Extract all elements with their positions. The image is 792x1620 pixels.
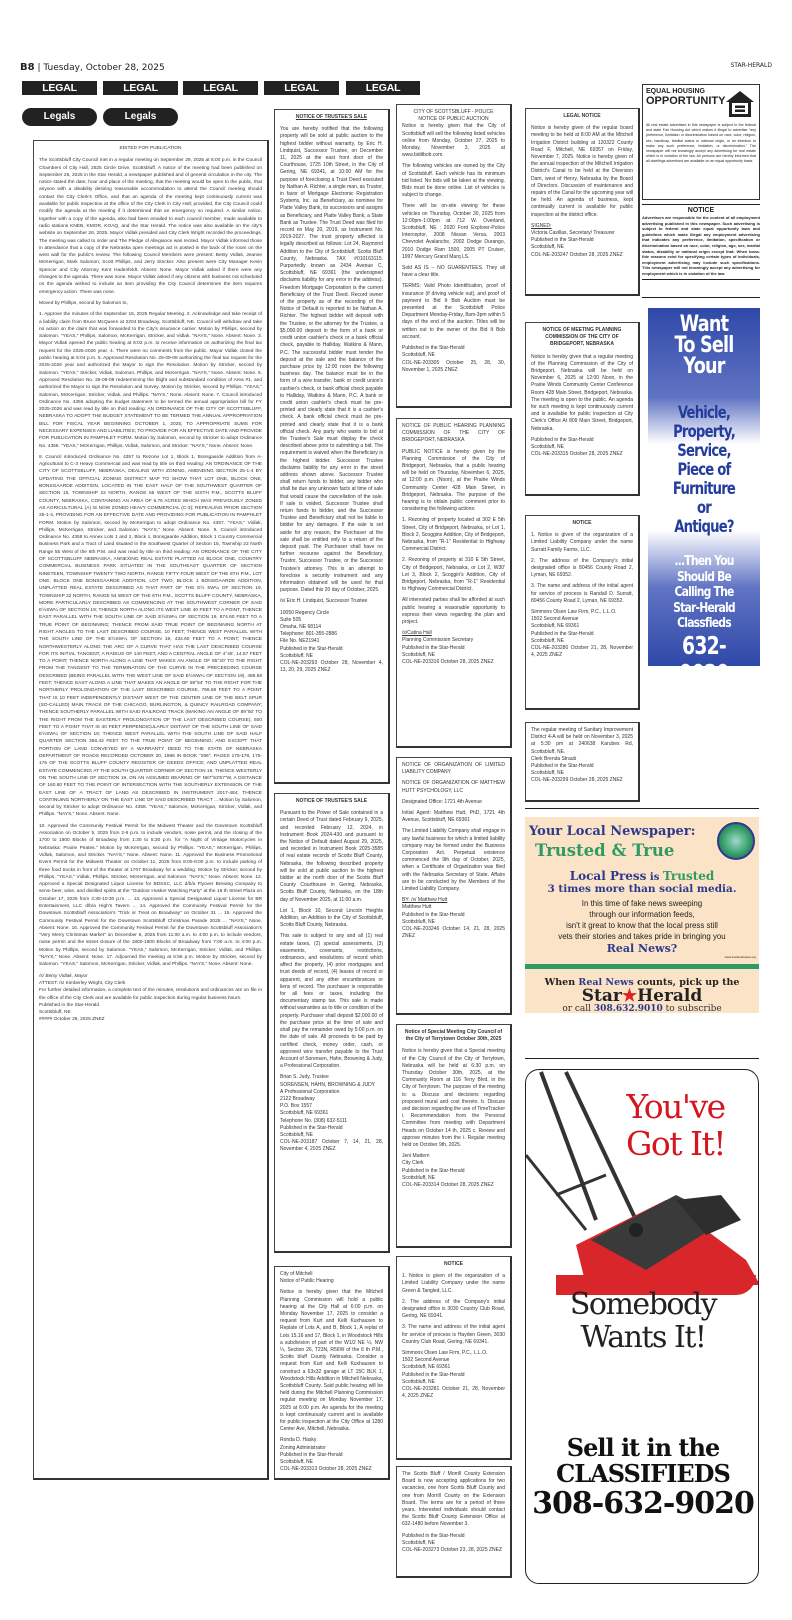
page-date: Tuesday, October 28, 2025 — [43, 63, 165, 73]
green-tangled-llc-notice: NOTICE 1. Notice is given of the organization of a Limited Liability Company under the name Green & Tangled, LLC. 2. The address of the Company's initial designated office is 3030 Country Club Road, Gering, NE 69341. 3. The name and address of the initial agent for service of process is Hayden Green, 3030 Country Club Road, Gering, NE 69341. Simmons Olsen Law Firm, P.C., L.L.O. 1502 Second Avenue Scottsbluff, NE 69361 Published in the Star-Herald Scottsbluff, NE COL-NE-203281 October 21, 28, November 4, 2025 ZNEZ — [396, 1256, 512, 1460]
somebody-wants-it-heading: Somebody Wants It! — [569, 1287, 717, 1355]
council-minutes-notice: EDITED FOR PUBLICATION The Scottsbluff City Council met in a regular meeting on September 29, 2025 at 6:00 p.m. in the Council Chambers of City Hall, 2525 Circle Drive, Scottsbluff. A notice of the meeting had been published on September 25, 2025 in the Star Herald, a newspaper published and of general circulation in the city. The notice stated the date, hour and place of the meeting, that the meeting would be open to the public, that anyone with a disability desiring reasonable accommodation to attend the Council meeting should contact the City Clerk's Office, and that an agenda of the meeting kept continuously current was available for public inspection at the office of the City Clerk in City Hall; provided, the City Council could modify the agenda at the meeting if it determined that an emergency so required. A similar notice, together with a copy of the agenda, also had been emailed to each council member, made available to radio stations KNEB, KMOR, KOAQ, and the Star Herald. The notice was also available on the city's website on September 26, 2025. Mayor Vidlak presided and City Clerk Wright recorded the proceedings. The meeting was called to order and The Pledge of Allegiance was recited. Mayor Vidlak informed those in attendance that a copy of the Nebraska open meetings act is posted in the back of the room on the west wall for the public's review. The following Council Members were present: Betsy Vidlak, Jeanne McKerrigan, Mark Salomon, Scott Phillips, and Jerry Stricker. Also present were City Manager Kevin Spencer and City Attorney Kent Hadenfeldt. Absent: None. Mayor Vidlak asked if there were any changes to the agenda. There was none. Mayor Vidlak asked if any citizens with business not scheduled on the agenda wished to include an item providing the City Council determines the item requires emergency action. There was none. Moved by Phillips, second by Salomon to, 1. Approve the minutes of the September 15, 2025 Regular Meeting. 2. Acknowledge and take receipt of a liability claim from Bruce McQueen at 2204 Broadway, Scottsbluff, NE. Council will withdraw and take no action on the claim that was forwarded to the City's insurance carrier. Motion by Phillips, second by Salomon. "YEAS," Phillips, Salomon, McKerrigan, Stricker, and Vidlak. "NAYS," None. Absent: None. 3. Mayor Vidlak opened the public hearing at 6:02 p.m. to receive information on authorizing the final tax request for the 2025-2026 year. 4. There were no comments from the public. Mayor Vidlak closed the public hearing at 6:04 p.m. 5. Approved Resolution No. 25-09-08 authorizing the final tax request for the 2025-2026 year and authorized the Mayor to sign the Resolution. Motion by Stricker, second by Salomon. "YEAS," Stricker, Vidlak, Salomon, Phillips, and McKerrigan. "NAYS," None. Absent: None. 6. Approved Resolution No. 25-09-09 redetermining the blight and substandard condition of Area #1, and authorized the Mayor to sign the Resolution and Survey. Motion by Stricker, second by Phillips. "YEAS," Salomon, McKerrigan, Stricker, Vidlak, and Phillips. "NAYS," None. Absent: None. 7. Council introduced Ordinance No. 4356 adopting the budget statement to be termed the annual appropriation bill for FY 2025-2026 and was read by title on third reading: AN ORDINANCE OF THE CITY OF SCOTTSBLUFF, NEBRASKA TO ADOPT THE BUDGET STATEMENT TO BE TERMED THE ANNUAL APPROPRIATION BILL FOR FISCAL YEAR BEGINNING OCTOBER 1, 2025; TO APPROPRIATE SUMS FOR NECESSARY EXPENSES AND LIABILITIES; TO PROVIDE FOR AN EFFECTIVE DATE AND PROVIDE FOR PUBLICATION IN PAMPHLET FORM. Motion by Salomon, second by Stricker to adopt Ordinance No. 4356. "YEAS," McKerrigan, Phillips, Vidlak, Salomon, and Stricker. "NAYS," None. Absent: None. 8. Council introduced Ordinance No. 4357 to Rezone Lot 1, Block 1, Bonsgaarde Addition from A-Agricultural to C-3 Heavy Commercial and was read by title on third reading: AN ORDINANCE OF THE CITY OF SCOTTSBLUFF, NEBRASKA, DEALING WITH ZONING, AMENDING SECTION 25-1-4 BY UPDATING THE OFFICIAL ZONING DISTRICT MAP TO SHOW THAT LOT ONE, BLOCK ONE, BONSGAARDE ADDITION, LOCATED IN THE EAST HALF OF THE SOUTHWEST QUARTER OF SECTION 15, TOWNSHIP 22 NORTH, RANGE 55 WEST OF THE SIXTH P.M., SCOTTS BLUFF COUNTY, NEBRASKA, CONTAINING AN AREA OF 6.76 ACRES WHICH WAS PREVIOUSLY ZONED AS AGRICULTURAL (A) IS NOW ZONED HEAVY COMMERCIAL (C-3); REPEALING PRIOR SECTION 25-1-4, PROVIDING FOR AN EFFECTIVE DATE AND PROVIDING FOR PUBLICATION IN PAMPHLET FORM. Motion by Salomon, second by McKerrigan to adopt Ordinance No. 4357. "YEAS," Vidlak, Phillips, McKerrigan, Stricker, and Salomon. "NAYS," None. Absent: None. 9. Council introduced Ordinance No. 4358 to Annex Lots 1 and 2, Block 1, Bonsgaarde Addition, Block 1 Country Commercial Business Park and a Tract of Land situated in the Southwest Quarter of Section 15, Township 22 North Range 55 West of the 6th P.M. and was read by title on third reading: AN ORDINANCE OF THE CITY OF SCOTTSBLUFF NEBRASKA, ANNEXING REAL ESTATE PLATTED AS BLOCK ONE, COUNTRY COMMERCIAL BUSINESS PARK SITUATED IN THE SOUTHEAST QUARTER OF SECTION NINETEEN, TOWNSHIP TWENTY TWO NORTH, RANGE FIFTY FOUR WEST OF THE 6TH P.M., LOT ONE, BLOCK ONE BONSGAARDE ADDITION, LOT TWO, BLOCK 1 BONSGAARDE ADDITION, UNPLATTED REAL ESTATE DESCRIBED AS THAT PART OF THE E½ SW¼ OF SECTION 19, TOWNSHIP 22 NORTH, RANGE 54 WEST OF THE 6TH P.M., SCOTTS BLUFF COUNTY, NEBRASKA, MORE PARTICULARLY DESCRIBED AS COMMENCING AT THE SOUTHWEST CORNER OF SAID E½SW¼ OF SECTION 19; THENCE NORTH ALONG ITS WEST LINE 40 FEET TO A POINT, THENCE EAST PARALLEL WITH THE SOUTH LINE OF SAID E½SW¼ OF SECTION 19, 874.60 FEET TO A TRUE POINT OF BEGINNING; THENCE FROM SAID TRUE POINT OF BEGINNING NORTH AT RIGHT ANGLES TO THE LAST DESCRIBED COURSE, 10 FEET; THENCE WEST PARALLEL WITH THE SOUTH LINE OF THE E½SW¼ OF SECTION 19, 434.60 FEET TO A POINT; THENCE NORTHWESTERLY ALONG THE ARC OF A CURVE THAT HAS THE LAST DESCRIBED COURSE FOR ITS INITIAL TANGENT, A RADIUS OF 140 FEET, AND A CENTRAL ANGLE OF 4°46', 14.57 FEET TO A POINT; THENCE NORTH ALONG A LINE THAT MAKES AN ANGLE OF 85°20' TO THE RIGHT FROM THE TANGENT TO THE TERMINATION OF THE CURVE IN THE PRECEEDING COURSE DESCRIBED (BEING PARALLEL WITH THE WEST LINE OF SAID E½SW¼ OF SECTION 19), 489.58 FEET; THENCE EAST ALONG A LINE THAT MAKES AN ANGLE OF 89°54' TO THE RIGHT FOR THE NORTHERLY PROLONGATION OF THE LAST DESCRIBED COURSE, 796.58 FEET TO A POINT THAT IS 10 FEET INDEPENDENTLY DISTANT WEST OF THE CENTER LINE OF THE BELT SPUR (SO-CALLED) MAIN TRACK OF THE CHICAGO, BURLINGTON, & QUINCY RAILROAD COMPANY; THENCE SOUTHERLY PARALLEL WITH SAID RAILROAD TRACK (MAKING AN ANGLE OF 89°50' TO THE RIGHT FROM THE EASTERLY PROLONGATION OF THE LAST DESCRIBED COURSE), 500 FEET TO A POINT THAT IS 40 FEET PERPENDICULARLY DISTANT OF THE SOUTH LINE OF SAID E½SW¼ OF SECTION 19; THENCE WEST PARALLEL WITH THE SOUTH LINE OF SAID HALF QUARTER SECTION 358.43 FEET TO THE TRUE POINT OF BEGINNING; AND EXCEPT THAT PORTION OF LAND CONVEYED BY A WARRANTY DEED TO THE STATE OF NEBRASKA DEPARTMENT OF ROADS RECORDED OCTOBER 20, 1986 IN BOOK "296", PAGES 175-178, 175-176 OF THE SCOTTS BLUFF COUNTY REGISTER OF DEEDS OFFICE; AND UNPLATTED REAL ESTATE COMMENCING AT THE SOUTH QUARTER CORNER OF SECTION 19, THENCE WESTERLY ON THE SOUTH LINE OF SECTION 19, ON AN ASSUMED BEARING OF N87°53'57"W, A DISTANCE OF 160.80 FEET TO THE POINT OF INTERSECTION WITH THE SOUTHERLY EXTENSION OF THE EAST LINE OF A TRACT OF LAND AS DESCRIBED IN INSTRUMENT 2017-484; THENCE CONTINUING NORTHERLY ON THE EAST LINE OF SAID DESCRIBED TRACT ... Motion by Salomon, second by Stricker to adopt Ordinance No. 4358. "YEAS," Salomon, McKerrigan, Stricker, Vidlak, and Phillips. "NAYS," None. Absent: None. 10. Approved the Community Festival Permit for the Midwest Theater and the Downtown Scottsbluff Association on October 5, 2025 from 2-6 p.m. to include vendors, noise permit, and the closing of the 1700 to 1800 Blocks of Broadway from 1:30 to 5:30 p.m. for "A Night of Vintage Motorcycles in Nebraska: Prairie Pirates." Motion by McKerrigan, second by Phillips. "YEAS," McKerrigan, Phillips, Vidlak, Salomon, and Stricker. "NAYS," None. Absent: None. 11. Approved the Business Promotional Event Permit for the Midwest Theater on October 11, 2025 from 8:00-8:00 p.m. to include parking of three food trucks in front of the theater at 1707 Broadway for a wedding. Motion by Stricker, second by Phillips. "YEAS," Vidlak, Phillips, Stricker, McKerrigan, and Salomon. "NAYS," None. Absent: None. 12. Approved a Special Designated Liquor License for BDSSC, LLC d/b/a Flyover Brewing Company to serve beer, wine, and distilled spirits at the "Outdoor Husker Watching Party" at the 18 th Street Plaza on October 17, 2025 from 4:30-10:30 p.m. ... 13. Approved a Special Designated Liquor License for BR Entertainment, LLC d/b/a High's Tavern ... 14. Approved the Community Festival Permit for the Downtown Scottsbluff Association's "Trick or Treat on Broadway" on October 31 ... 15. Approved the Community Festival Permit for the Downtown Scottsbluff Christmas Parade 2025 ... "NAYS," None. Absent: None. 16. Approved the Community Festival Permit for the Downtown Scottsbluff Association's "Very Merry Christmas Market" on December 6, 2025 from 11:00 a.m. to 4:00 p.m. to include vendors, noise permit and the street closure of the 1800-1900 Blocks of Broadway from 7:00 a.m. to 4:00 p.m. Motion by Phillips, second by Salomon. "YEAS," Salomon, McKerrigan, Stricker, Vidlak, and Phillips. "NAYS," None. Absent: None. 17. Adjourned the meeting at 6:56 p.m. Motion by Stricker, second by Salomon. "YEAS," Salomon, McKerrigan, Stricker, Vidlak, and Phillips. "NAYS," None. Absent: None. /s/ Betsy Vidlak, Mayor ATTEST: /s/ Kimberley Wright, City Clerk For further detailed information, a complete text of the minutes, resolutions and ordinances are on file in the office of the City Clerk and are available for public inspection during regular business hours. Published in the Star-Herald Scottsbluff, NE ##### October 28, 2025 ZNEZ — [33, 140, 269, 1480]
hutt-llc-notice: NOTICE OF ORGANIZATION OF LIMITED LIABILITY COMPANY NOTICE OF ORGANIZATION OF MATTHEW HUTT PSYCHOLOGY, LLC Designated Office: 1721 4th Avenue Initial Agent: Matthew Hutt, PhD, 1721 4th Avenue, Scottsbluff, NE 69361 The Limited Liability Company shall engage in any lawful business for which a limited liability company may be formed under the Business Corporation Act. Perpetual existence commenced the 9th day of October, 2025, when a Certificate of Organization was filed with the Nebraska Secretary of State. Affairs are to be conducted by the Members of the Limited Liability Company. BY: /s/ Matthew Hutt Matthew Hutt Published in the Star-Herald Scottsbluff, NE COL-NE-203246 October 14, 21, 28, 2025 ZNEZ — [396, 757, 512, 1015]
mitchell-hearing-notice: City of Mitchell Notice of Public Hearing Notice is hereby given that the Mitchell Planning Commission will hold a public hearing at the City Hall at 6:00 p.m. on Monday November 17, 2025 to consider a request from Kurt and Kelli Kuxhausen to Replate of Lots A, and B, Block 1, A replat of Lots 15,16 and 17, Block 1, in Woodstock Hills a subdivision of part of the W1/2 NE ¼, NW ¼, Section 26, T23N, R56W of the 6 th P.M., Scotts bluff County Nebraska. Consider a request from Kurt and Kelli Kuxhausen to construct a 63x32 garage at LT 15C BLK 1, Woodstock Hills Addition in Mitchell Nebraska, Scottsbluff County. Said public hearing will be held during the Mitchell Planning Commission regular meeting on Monday November 17, 2025 at 6:00 p.m. An agenda for the meeting is kept continuously current and is available for public inspection at the City Office at 1280 Center Ave, Mitchell, Nebraska. Ronda D. Hasky Zoning Administrator Published in the Star-Herald Scottsbluff, NE COL-NE-203313 October 28, 2025 ZNEZ — [274, 1266, 390, 1480]
irrigation-legal-notice: LEGAL NOTICE Notice is hereby given of the regular board meeting to be held at 8:00 AM at the Mitchell Irrigation District building at 120322 County Road F, Mitchell, NE 69357 on Friday, November 7, 2025. Notice is hereby given of the annual inspection of the Mitchell Irrigation District's Canal to be held at the Diversion Dam, west of Henry, Nebraska by the Board of Directors. Discussion of maintenance and repairs of the Canal for the upcoming year will be held. An agenda of business, kept continually current is available for public inspection at the district office. SIGNED: Victoria Casillas, Secretary/ Treasurer Published in the Star-Herald Scottsbluff, NE COL-NE-203247 October 28, 2025 ZNEZ — [525, 108, 640, 296]
bridgeport-meeting-notice: NOTICE OF MEETING PLANNING COMMISSION OF THE CITY OF BRIDGEPORT, NEBRASKA Notice is hereby given that a regular meeting of the Planning Commission of the City of Bridgeport, Nebraska will be held on November 6, 2025 at 12:00 Noon, in the Prairie Winds Community Center Conference Room 428 Main Street, Bridgeport, Nebraska. The meeting is open to the public. An agenda for such meeting is kept continuously current and is available for public inspection at City Clerk's Office At 809 Main Street, Bridgeport, Nebraska. Published in the Star-Herald Scottsbluff, NE COL-NE-203315 October 28, 2025 ZNEZ — [525, 322, 640, 496]
trustee-sale-notice-2: NOTICE OF TRUSTEE'S SALE Pursuant to the Power of Sale contained in a certain Deed of Trust dated February 9, 2025, and recorded February 12, 2024, in Instrument Book 2024-430 and pursuant to the Notice of Default dated August 29, 2025, and recorded in Instrument Book 2025-3585 of real estate records of Scotts Bluff County, Nebraska, the following described property will be sold at public auction to the highest bidder at the north door of the Scotts Bluff County Courthouse in Gering, Nebraska, Scotts Bluff County, Nebraska, on the 18th day of November 2025, at 11:00 a.m. Lot 1, Block 10, Second Lincoln Heights Addition, an Addition to the City of Scottsbluff, Scotts Bluff County, Nebraska. This sale is subject to any and all (1) real estate taxes, (2) special assessments, (3) easements, covenants, restrictions, ordinances, and resolutions of record which affect the property, (4) prior mortgages and trust deeds of record, (4) leases of record or apparent, and any other encumbrances or liens of record. The purchaser is responsible for all fees or taxes, including the documentary stamp tax. This sale is made without warranties as to title or condition of the property. Purchaser shall deposit $2,000.00 of the purchase price at the time of sale and shall pay the remainder owed by 5:00 p.m. on the date of sale. All proceeds to be paid by certified check, money order, cash, or approved wire transfer payable to the Trust Account of Sorensen, Hahn, Browning & Judy, a Professional Corporation. Brian S. Judy, Trustee SORENSEN, HAHN, BROWNING & JUDY A Professional Corporation 2122 Broadway P.O. Box 1557 Scottsbluff, NE 69361 Telephone No. (308) 632-5111 Published in the Star-Herald Scottsbluff, NE COL-NE-203187 October 7, 14, 21, 28, November 4, 2025 ZNEZ — [274, 793, 390, 1253]
sanitary-district-notice: The regular meeting of Sanitary Improvement District 4-A will be held on November 3, 2025 at 5:30 pm at 240638 Karubes Rd, Scottsbluff, NE. Clerk Brenda Straub Published in the Star-Herald Scottsbluff, NE COL-NE-203299 October 28, 2025 ZNEZ — [525, 722, 640, 802]
notice-title: EDITED FOR PUBLICATION — [119, 146, 182, 151]
surratt-llc-notice: NOTICE 1. Notice is given of the organization of a Limited Liability Company under the name Surratt Family Farms, LLC. 2. The address of the Company's initial designated office is 80456 County Road 2, Lyman, NE 69352. 3. The name and address of the initial agent for service of process is Randall D. Surratt, 80456 County Road 2, Lyman, NE 69352. Simmons Olsen Law Firm, P.C., L.L.O. 1502 Second Avenue Scottsbluff, NE 69361 Published in the Star-Herald Scottsbluff, NE COL-NE-203280 October 21, 28, November 4, 2025 ZNEZ — [525, 515, 640, 710]
classifieds-ad[interactable] — [525, 1069, 759, 1584]
section-banner: LEGAL NOTICES — [22, 81, 97, 95]
notice-title: LEGAL NOTICE — [563, 113, 601, 119]
section-banner: LEGAL NOTICES — [264, 81, 339, 95]
trustee-sale-notice: NOTICE OF TRUSTEE'S SALE You are hereby notified that the following property will be sold at public auction to the highest bidder without warranty, by Eric H. Lindquist, Successor Trustee, on December 11, 2025 at the east front door of the Courthouse, 1725 10th Street, in the City of Gering, NE 69341, at 10:00 AM for the purpose of foreclosing a Trust Deed executed by Nathan A. Richter, a single man, as Trustor, in favor of Mortgage Electronic Registration Systems, Inc. as Beneficiary, as nominee for Platte Valley Bank, its successors and assigns as Beneficiary, and Platte Valley Bank, a State Bank as Trustee. The Trust Deed was filed for record on May 20, 2019, as Instrument No. 2019-2027. The trust property affected is legally described as follows: Lot 24, Raymond Addition to the City of Scottsbluff, Scotts Bluff County, Nebraska. TAX #010163115. Purportedly known as 2434 Avenue C, Scottsbluff, NE 69361 (the undersigned disclaims liability for any error in the address). Freedom Mortgage Corporation is the current Beneficiary of the Trust Deed. Record owner of the property as of the recording of the Notice of Default is reported to be Nathan A. Richter. The highest bidder will deposit with the Trustee, or the attorney for the Trustee, a $5,000.00 deposit in the form of a bank or credit union cashier's check or a bank official check, payable to Halliday, Watkins & Mann, P.C. The successful bidder must tender the deposit at the sale and the balance of the purchase price by 12:00 noon the following business day. The balance must be in the form of a wire transfer, bank or credit union's cashier's check, or bank official check payable to Halliday, Watkins & Mann, P.C. A bank or credit union cashier's check must be pre-printed and clearly state that it is a cashier's check. A bank official check must be pre-printed and clearly state that it is a bank official check. Any party who wants to bid at the Trustee's Sale must display the check described above prior to submitting a bid. The requirement is waived when the Beneficiary is the highest bidder. Successor Trustee disclaims liability for any error in the street address shown above. Successor Trustee shall return funds to bidder, any bidder who shall be due any unknown facts at time of sale that would cause the cancellation of the sale. If sale is voided, Successor Trustee shall return funds to bidder, and the Successor Trustee and Beneficiary shall not be liable to bidder for any damages. If the sale is set aside for any reason, the Purchaser at the sale shall be entitled only to a return of the deposit paid. The Purchaser shall have no further recourse against the Beneficiary, Trustor, Successor Trustee, or the Successor Trustee's attorney. This is an attempt to foreclose a security instrument and any information obtained will be used for that purpose. Dated this 20 day of October, 2025. /s/ Eric H. Lindquist, Successor Trustee 10050 Regency Circle Suite 505 Omaha, NE 68114 Telephone: 801-355-2886 File No. NE21941 Published in the Star-Herald Scottsbluff, NE COL-NE-203293 October 28, November 4, 13, 20, 29, 2025 ZNEZ — [274, 109, 390, 784]
green-bar — [525, 964, 759, 969]
equal-housing-icon — [725, 89, 755, 119]
notice-title: NOTICE — [444, 1261, 463, 1267]
page-header: B8 | Tuesday, October 28, 2025 STAR-HERALD — [20, 62, 772, 73]
divider — [525, 1058, 759, 1059]
sell-it-heading: Sell it in the CLASSIFIEDS 308-632-9020 — [532, 1433, 754, 1521]
page-number: B8 — [20, 62, 35, 73]
notice-title: NOTICE OF MEETING PLANNING COMMISSION OF THE CITY OF BRIDGEPORT, NEBRASKA — [542, 327, 622, 348]
notice-title: NOTICE OF TRUSTEE'S SALE — [295, 798, 368, 804]
star-herald-logo: Star★Herald — [581, 986, 703, 1006]
section-banner: LEGAL NOTICES — [183, 81, 258, 95]
employment-notice: NOTICE Advertisers are responsible for the content of all employment advertising published in this newspaper. Such advertising is subject to federal and state equal opportunity laws and guidelines which make illegal any employment advertising that indicates any preference, limitation, specification or discrimination based on race, color, religion, age, sex, marital status, disability or national origin except that: When bona-fide reasons exist for specifying certain types of individuals, employment advertising may include such specifications. This newspaper will not knowingly accept any advertising for employment which is in violation of the law. — [642, 204, 760, 280]
sell-classifieds-ad[interactable]: Want To Sell Your Vehicle, Property, Service, Piece of Furniture or Antique? ...Then You Should Be Calling The Star-Herald Classfieds 632-9020 — [648, 308, 760, 666]
notice-title: NOTICE OF TRUSTEE'S SALE — [295, 114, 368, 120]
legals-pill: Legals — [103, 108, 178, 126]
notice-title: Notice of Special Meeting City Council of the City of Terrytown October 30th, 2025 — [404, 1029, 503, 1043]
classifieds-phone: 632-9020 — [679, 630, 729, 688]
terrytown-meeting-notice: Notice of Special Meeting City Council of the City of Terrytown October 30th, 2025 Notice is hereby given that a Special meeting of the City Council of the City of Terrytown, Nebraska will be held at 6:30 p.m. on Thursday October 30th, 2025, at the Community Room at 116 Terry Blvd, in the City of Terrytown. The purpose of the meeting is: a. Discuss and decisions regarding proposed mural and cost thereto. b. Discuss and decision regarding the use of TimeTracker i. Recommendation from the Personal Committee from meeting with Department Heads on October 14 th, 2025 c. Review and approve minutes from the i. Regular meeting held on October 9th, 2025. Jeni Mattern City Clerk Published in the Star-Herald Scottsbluff, NE COL-NE-203314 October 28, 2025 ZNEZ — [396, 1024, 512, 1248]
youve-got-it-heading: You've Got It! — [626, 1087, 726, 1163]
handshake-logo-icon — [717, 822, 755, 860]
extension-board-notice: The Scotts Bluff / Morrill County Extension Board is now accepting applications for two vacancies, one from Scotts Bluff County and one from Morrill County on the Extension Board. The terms are for a period of three years. Interested individuals should contact the Scotts Bluff County Extension Office at 632-1480 before November 3. Published in the Star-Herald Scottsbluff, NE COL-NE-203273 October 23, 28, 2025 ZNEZ — [396, 1466, 512, 1578]
equal-housing-box: EQUAL HOUSING OPPORTUNITY All real estate advertised in this newspaper is subject to the federal and state Fair Housing Act which makes it illegal to advertise "any preference, limitation or discrimination based on race, color, religion, sex, handicap, familial status or national origin, or an intention to make any such preference, limitation, or discrimination." The newspaper will not knowingly accept any advertising for real estate which is in violation of the law. All persons are hereby informed that all dwellings advertised are available on an equal opportunity basis. — [642, 84, 760, 200]
legals-pill: Legals — [22, 108, 97, 126]
notice-title: NOTICE — [572, 520, 592, 526]
trusted-newspaper-ad[interactable]: Your Local Newspaper: Trusted & True Local Press is Trusted 3 times more than social media. In this time of fake news sweeping through our information feeds, isn't it great to know that the local press still vets their stories and takes pride in bringing you Real News? www.trustlocalnews.org When Real News counts, pick up the Star★Herald or call 308.632.9010 to subscribe — [525, 817, 759, 1013]
police-auction-notice: CITY OF SCOTTSBLUFF - POLICE NOTICE OF PUBLIC AUCTION Notice is hereby given that the City of Scottsbluff will sell the following listed vehicles online from Monday, October 27, 2025 to Monday, November 3, 2025 at www.biditbob.com. The following vehicles are owned by the City of Scottsbluff. Each vehicle has its minimum bid listed. No bids will be taken at the viewing. Bids must be done online. List of vehicles is subject to change. There will be on-site viewing for these vehicles on Thursday, October 30, 2025 from 12:00pm-1:00pm at 712 W. Overland, Scottsbluff, NE : 2020 Ford Explorer-Police Interceptor, 2008 Nissan Versa, 2003 Chevrolet Avalanche, 2002 Dodge Durango, 2010 Dodge Ram 1500, 2005 PT Cruiser, 1997 Mercury Grand Marq LS. Sold AS IS – NO GUARENTEES. They all have a clear title. TERMS: Valid Photo Identification, proof of insurance (if driving vehicle out), and proof of payment to Bid It Bob Auction must be presented at the Scottsbluff Police Department Monday-Friday, 8am-3pm within 5 days of the end of the auction. Titles will be written out to the owner of the Bid It Bob account. Published in the Star-Herald Scottsbluff, NE COL-NE-203305 October 25, 28, 30, November 1, 2025 ZNEZ — [396, 104, 512, 408]
section-banner: LEGAL NOTICES — [346, 81, 420, 95]
section-banner: LEGAL NOTICES — [103, 81, 178, 95]
divider — [525, 808, 759, 809]
paper-name: STAR-HERALD — [730, 62, 772, 69]
bridgeport-hearing-notice: NOTICE OF PUBLIC HEARING PLANNING COMMISSION OF THE CITY OF BRIDGEPORT, NEBRASKA PUBLIC NOTICE is hereby given by the Planning Commission of the City of Bridgeport, Nebraska, that a public hearing will be held on Thursday, November 6, 2025, at 12:00 p.m. (Noon), at the Prairie Winds Community Center 428 Main Street, in Bridgeport, Nebraska. The purpose of the hearing is to obtain public comment prior to considering the following actions: 1. Rezoning of property located at 302 E 5th Street, City of Bridgeport, Nebraska, or Lot 1, Block 2, Scoggins Addition, City of Bridgeport, Nebraska, from "R-1" Residential to Highway Commercial District. 2. Rezoning of property at 310 E 5th Street, City of Bridgeport, Nebraska, or Lot 2, W30' Lot 3, Block 2, Scoggin's Addition, City of Bridgeport, Nebraska, from "R-1" Residential to Highway Commercial District. All interested parties shall be afforded at such public hearing a reasonable opportunity to express their views regarding the plan and project. /s/Catina Hall Planning Commission Secretary Published in the Star-Herald Scottsbluff, NE COL-NE-203316 October 28, 2025 ZNEZ — [396, 418, 512, 748]
divider — [642, 297, 760, 298]
